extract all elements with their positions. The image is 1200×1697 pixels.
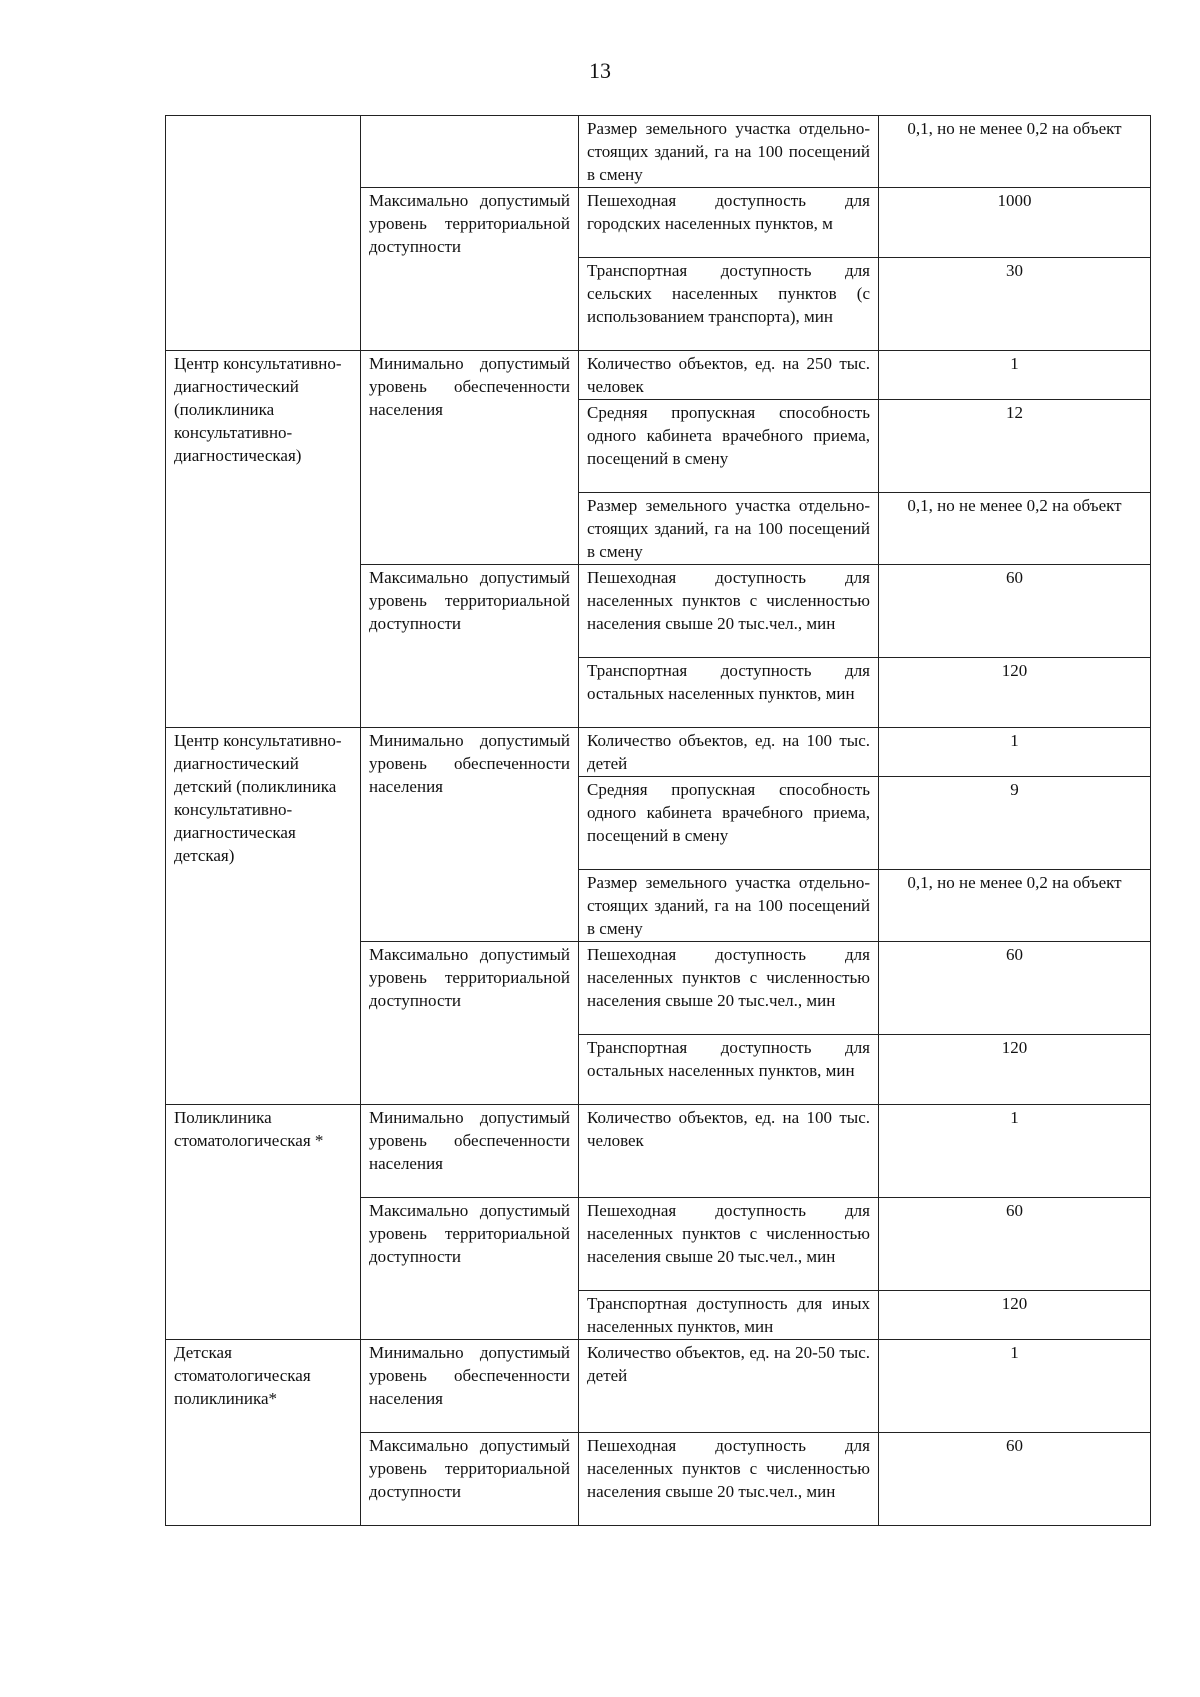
indicator-cell: Размер земельного участка отдельно-стоящих зданий, га на 100 посещений в смену bbox=[579, 116, 879, 188]
value-cell: 60 bbox=[879, 1198, 1151, 1291]
indicator-cell: Транспортная доступность для сельских населенных пунктов (с использованием транспорта), мин bbox=[579, 258, 879, 351]
indicator-cell: Транспортная доступность для иных населенных пунктов, мин bbox=[579, 1291, 879, 1340]
level-cell: Максимально допустимый уровень территориальной доступности bbox=[361, 188, 579, 351]
indicator-cell: Пешеходная доступность для городских населенных пунктов, м bbox=[579, 188, 879, 258]
indicator-cell: Количество объектов, ед. на 100 тыс. человек bbox=[579, 1105, 879, 1198]
value-cell: 1 bbox=[879, 1105, 1151, 1198]
value-cell: 1 bbox=[879, 351, 1151, 400]
level-cell: Максимально допустимый уровень территориальной доступности bbox=[361, 565, 579, 728]
indicator-cell: Размер земельного участка отдельно-стоящих зданий, га на 100 посещений в смену bbox=[579, 870, 879, 942]
value-cell: 1000 bbox=[879, 188, 1151, 258]
object-cell: Центр консультативно-диагностический (поликлиника консультативно-диагностическая) bbox=[166, 351, 361, 728]
value-cell: 60 bbox=[879, 565, 1151, 658]
indicator-cell: Средняя пропускная способность одного кабинета врачебного приема, посещений в смену bbox=[579, 777, 879, 870]
value-cell: 120 bbox=[879, 1291, 1151, 1340]
indicator-cell: Пешеходная доступность для населенных пунктов с численностью населения свыше 20 тыс.чел., мин bbox=[579, 942, 879, 1035]
value-cell: 120 bbox=[879, 1035, 1151, 1105]
value-cell: 12 bbox=[879, 400, 1151, 493]
object-cell: Поликлиника стоматологическая * bbox=[166, 1105, 361, 1340]
value-cell: 0,1, но не менее 0,2 на объект bbox=[879, 493, 1151, 565]
table-row bbox=[166, 1340, 1151, 1433]
indicator-cell: Транспортная доступность для остальных населенных пунктов, мин bbox=[579, 658, 879, 728]
value-cell: 1 bbox=[879, 1340, 1151, 1433]
value-cell: 30 bbox=[879, 258, 1151, 351]
table-row bbox=[166, 351, 1151, 400]
value-cell: 1 bbox=[879, 728, 1151, 777]
table-row bbox=[166, 728, 1151, 777]
level-cell: Минимально допустимый уровень обеспеченности населения bbox=[361, 1340, 579, 1433]
value-cell: 120 bbox=[879, 658, 1151, 728]
indicator-cell: Количество объектов, ед. на 20-50 тыс. детей bbox=[579, 1340, 879, 1433]
level-cell: Максимально допустимый уровень территориальной доступности bbox=[361, 942, 579, 1105]
level-cell: Минимально допустимый уровень обеспеченности населения bbox=[361, 351, 579, 565]
table-row bbox=[166, 1105, 1151, 1198]
indicator-cell: Количество объектов, ед. на 250 тыс. человек bbox=[579, 351, 879, 400]
indicator-cell: Средняя пропускная способность одного кабинета врачебного приема, посещений в смену bbox=[579, 400, 879, 493]
value-cell: 0,1, но не менее 0,2 на объект bbox=[879, 870, 1151, 942]
indicator-cell: Пешеходная доступность для населенных пунктов с численностью населения свыше 20 тыс.чел., мин bbox=[579, 565, 879, 658]
object-cell: Центр консультативно-диагностический детский (поликлиника консультативно-диагностическая детская) bbox=[166, 728, 361, 1105]
indicator-cell: Транспортная доступность для остальных населенных пунктов, мин bbox=[579, 1035, 879, 1105]
value-cell: 9 bbox=[879, 777, 1151, 870]
level-cell: Минимально допустимый уровень обеспеченности населения bbox=[361, 728, 579, 942]
table-row bbox=[166, 116, 1151, 188]
value-cell: 0,1, но не менее 0,2 на объект bbox=[879, 116, 1151, 188]
indicator-cell: Размер земельного участка отдельно-стоящих зданий, га на 100 посещений в смену bbox=[579, 493, 879, 565]
object-cell bbox=[166, 116, 361, 351]
value-cell: 60 bbox=[879, 942, 1151, 1035]
indicator-cell: Пешеходная доступность для населенных пунктов с численностью населения свыше 20 тыс.чел., мин bbox=[579, 1198, 879, 1291]
page-number: 13 bbox=[589, 58, 611, 83]
norms-table bbox=[165, 115, 1151, 1526]
level-cell bbox=[361, 116, 579, 188]
level-cell: Максимально допустимый уровень территориальной доступности bbox=[361, 1433, 579, 1526]
level-cell: Минимально допустимый уровень обеспеченности населения bbox=[361, 1105, 579, 1198]
indicator-cell: Пешеходная доступность для населенных пунктов с численностью населения свыше 20 тыс.чел., мин bbox=[579, 1433, 879, 1526]
indicator-cell: Количество объектов, ед. на 100 тыс. детей bbox=[579, 728, 879, 777]
level-cell: Максимально допустимый уровень территориальной доступности bbox=[361, 1198, 579, 1340]
value-cell: 60 bbox=[879, 1433, 1151, 1526]
object-cell: Детская стоматологическая поликлиника* bbox=[166, 1340, 361, 1526]
